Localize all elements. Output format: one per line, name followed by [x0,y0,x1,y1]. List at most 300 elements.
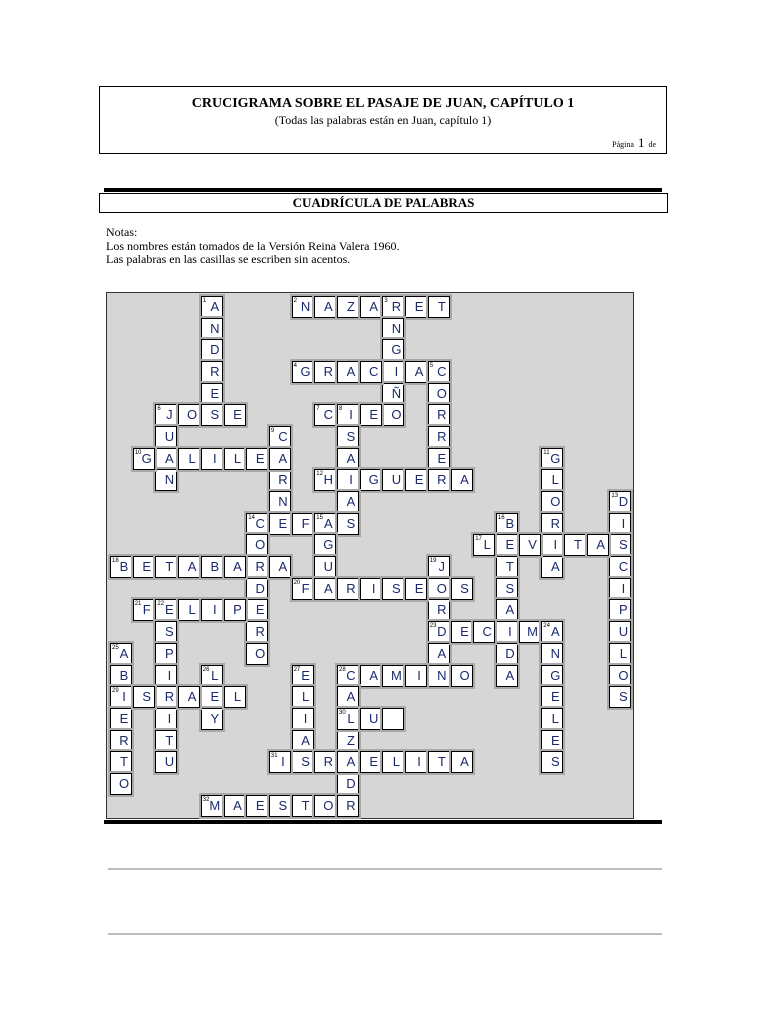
cell-letter: A [165,450,174,466]
grid-cell[interactable] [314,469,336,491]
grid-cell[interactable] [201,404,223,426]
grid-cell[interactable] [360,751,382,773]
grid-cell[interactable] [110,665,132,687]
grid-cell[interactable] [337,665,359,687]
grid-cell[interactable] [224,686,246,708]
cell-letter: H [323,472,333,488]
grid-cell[interactable] [337,404,359,426]
cell-letter: U [368,710,379,726]
cell-letter: L [347,710,355,726]
cell-letter: A [369,667,379,683]
grid-cell[interactable] [292,361,314,383]
grid-cell[interactable] [155,448,177,470]
cell-letter: I [167,667,172,683]
grid-cell[interactable] [609,686,631,708]
cell-letter: B [119,559,129,575]
grid-cell[interactable] [337,296,359,318]
notes-line-2: Las palabras en las casillas se escriben sin acentos. [106,252,351,266]
grid-cell[interactable] [541,448,563,470]
cell-letter: N [278,494,288,510]
cell-clue-number: 28 [339,666,346,673]
cell-letter: L [301,689,310,705]
grid-cell[interactable] [451,751,473,773]
grid-cell[interactable] [292,578,314,600]
grid-cell[interactable] [405,578,427,600]
grid-cell[interactable] [405,665,427,687]
grid-cell[interactable] [292,708,314,730]
cell-clue-number: 30 [339,709,346,716]
grid-cell[interactable] [541,730,563,752]
cell-letter: E [414,580,424,596]
grid-cell[interactable] [178,599,200,621]
cell-letter: R [119,732,129,748]
grid-cell[interactable] [541,621,563,643]
grid-cell[interactable] [337,795,359,817]
cell-letter: S [392,580,401,596]
cell-clue-number: 25 [112,644,119,651]
cell-letter: L [188,450,196,466]
grid-cell[interactable] [428,469,450,491]
grid-cell[interactable] [428,448,450,470]
grid-cell[interactable] [360,296,382,318]
grid-cell[interactable] [155,665,177,687]
cell-letter: M [209,797,221,813]
grid-cell[interactable] [178,404,200,426]
grid-cell[interactable] [382,296,404,318]
cell-letter: F [142,602,151,618]
grid-cell[interactable] [110,773,132,795]
grid-cell[interactable] [246,513,268,535]
grid-cell[interactable] [337,686,359,708]
page-number-label [612,135,656,151]
grid-cell[interactable] [246,556,268,578]
cell-letter: R [210,364,220,380]
section-top-rule [104,188,662,192]
grid-cell[interactable] [292,686,314,708]
cell-letter: A [119,645,129,661]
grid-cell[interactable] [314,751,336,773]
grid-cell[interactable] [292,795,314,817]
grid-cell[interactable] [609,665,631,687]
grid-cell[interactable] [155,708,177,730]
grid-cell[interactable] [337,730,359,752]
cell-letter: S [619,689,628,705]
grid-cell[interactable] [451,665,473,687]
grid-cell[interactable] [428,751,450,773]
cell-letter: P [233,602,242,618]
grid-cell[interactable] [314,513,336,535]
grid-cell[interactable] [428,665,450,687]
cell-letter: Z [347,732,355,748]
grid-cell[interactable] [201,296,223,318]
cell-clue-number: 1 [202,298,207,304]
grid-cell[interactable] [201,339,223,361]
grid-cell[interactable] [337,513,359,535]
cell-letter: D [437,624,447,640]
grid-cell[interactable] [155,643,177,665]
cell-letter: S [142,689,152,705]
cell-letter: N [437,667,447,683]
grid-cell[interactable] [246,448,268,470]
grid-cell[interactable] [337,751,359,773]
grid-cell[interactable] [541,534,563,556]
grid-cell[interactable] [382,708,404,730]
cell-letter: A [505,602,515,618]
grid-cell[interactable] [314,534,336,556]
cell-letter: E [255,602,265,618]
grid-cell[interactable] [541,686,563,708]
grid-cell[interactable] [224,795,246,817]
grid-cell[interactable] [155,599,177,621]
grid-cell[interactable] [201,361,223,383]
cell-letter: J [438,559,446,575]
grid-cell[interactable] [496,534,518,556]
grid-cell[interactable] [155,556,177,578]
grid-cell[interactable] [246,621,268,643]
cell-letter: C [368,364,379,380]
cell-letter: B [210,559,220,575]
grid-cell[interactable] [269,469,291,491]
cell-letter: O [618,667,629,683]
grid-cell[interactable] [428,404,450,426]
grid-cell[interactable] [382,318,404,340]
cell-letter: T [120,754,128,770]
cell-letter: N [391,320,402,336]
grid-cell[interactable] [473,621,495,643]
cell-clue-number: 9 [270,428,275,435]
cell-letter: R [437,602,447,618]
grid-cell[interactable] [292,296,314,318]
grid-cell[interactable] [269,513,291,535]
grid-cell[interactable] [178,556,200,578]
cell-letter: A [233,797,242,813]
cell-letter: L [619,645,627,661]
grid-cell[interactable] [428,643,450,665]
grid-cell[interactable] [201,708,223,730]
cell-letter: R [323,754,333,770]
grid-cell[interactable] [133,686,155,708]
grid-cell[interactable] [428,426,450,448]
cell-letter: P [619,602,628,618]
grid-cell[interactable] [269,795,291,817]
grid-cell[interactable] [133,448,155,470]
grid-cell[interactable] [314,296,336,318]
grid-cell[interactable] [110,730,132,752]
cell-letter: A [323,580,333,596]
cell-letter: I [621,515,626,531]
cell-letter: A [414,364,424,380]
grid-cell[interactable] [405,469,427,491]
grid-cell[interactable] [155,621,177,643]
cell-letter: L [483,537,491,553]
cell-letter: I [417,667,421,683]
grid-cell[interactable] [496,556,518,578]
grid-cell[interactable] [382,751,404,773]
grid-cell[interactable] [382,339,404,361]
grid-cell[interactable] [201,665,223,687]
grid-cell[interactable] [246,534,268,556]
cell-letter: Z [347,299,355,314]
cell-letter: R [164,689,175,705]
cell-letter: T [165,732,174,748]
grid-cell[interactable] [314,795,336,817]
grid-cell[interactable] [496,643,518,665]
cell-letter: S [346,515,356,531]
grid-cell[interactable] [609,513,631,535]
grid-cell[interactable] [201,795,223,817]
grid-cell[interactable] [314,556,336,578]
grid-cell[interactable] [224,556,246,578]
cell-letter: E [255,450,265,466]
grid-cell[interactable] [609,534,631,556]
grid-cell[interactable] [473,534,495,556]
cell-letter: L [233,450,242,466]
grid-cell[interactable] [541,751,563,773]
cell-letter: U [164,429,175,445]
grid-cell[interactable] [155,686,177,708]
grid-cell[interactable] [337,448,359,470]
grid-cell[interactable] [428,296,450,318]
cell-letter: B [119,667,129,683]
grid-cell[interactable] [405,751,427,773]
grid-cell[interactable] [519,621,541,643]
cell-letter: D [210,342,220,358]
cell-letter: E [550,732,560,748]
grid-cell[interactable] [609,643,631,665]
grid-cell[interactable] [496,621,518,643]
cell-letter: C [437,364,447,380]
cell-letter: A [460,754,469,770]
cell-letter: A [278,450,288,466]
cell-clue-number: 19 [429,558,437,565]
cell-letter: E [165,602,174,618]
grid-cell[interactable] [360,361,382,383]
grid-cell[interactable] [609,621,631,643]
cell-clue-number: 27 [293,666,301,673]
grid-cell[interactable] [428,599,450,621]
grid-cell[interactable] [269,491,291,513]
grid-cell[interactable] [428,556,450,578]
grid-cell[interactable] [133,599,155,621]
grid-cell[interactable] [246,643,268,665]
cell-letter: S [505,580,515,596]
grid-cell[interactable] [155,469,177,491]
grid-cell[interactable] [224,404,246,426]
grid-cell[interactable] [314,578,336,600]
grid-cell[interactable] [269,448,291,470]
cell-letter: S [210,407,220,423]
cell-clue-number: 17 [475,536,482,543]
grid-cell[interactable] [360,578,382,600]
cell-clue-number: 15 [316,514,323,521]
grid-cell[interactable] [541,469,563,491]
cell-letter: A [505,667,515,683]
grid-cell[interactable] [269,751,291,773]
cell-letter: I [394,364,399,380]
grid-cell[interactable] [224,599,246,621]
cell-clue-number: 14 [248,514,255,521]
cell-letter: E [233,407,242,423]
cell-letter: A [460,472,469,488]
grid-cell[interactable] [337,491,359,513]
cell-letter: N [550,645,560,661]
grid-cell[interactable] [541,491,563,513]
grid-cell[interactable] [133,556,155,578]
grid-cell[interactable] [337,578,359,600]
cell-letter: I [281,754,285,770]
grid-cell[interactable] [201,686,223,708]
cell-letter: L [211,667,219,683]
cell-letter: R [437,429,447,445]
cell-letter: S [301,754,310,770]
grid-cell[interactable] [609,491,631,513]
cell-clue-number: 11 [543,449,550,456]
grid-cell[interactable] [155,751,177,773]
cell-letter: E [210,689,220,705]
grid-cell[interactable] [360,708,382,730]
grid-cell[interactable] [155,404,177,426]
grid-cell[interactable] [541,643,563,665]
grid-cell[interactable] [382,578,404,600]
grid-cell[interactable] [496,599,518,621]
grid-cell[interactable] [110,686,132,708]
grid-cell[interactable] [428,361,450,383]
cell-letter: I [349,407,353,423]
grid-cell[interactable] [496,665,518,687]
grid-cell[interactable] [110,708,132,730]
cell-clue-number: 18 [112,558,119,565]
grid-cell[interactable] [155,730,177,752]
grid-cell[interactable] [496,578,518,600]
grid-cell[interactable] [201,556,223,578]
grid-cell[interactable] [201,599,223,621]
grid-cell[interactable] [337,361,359,383]
grid-cell[interactable] [292,730,314,752]
grid-cell[interactable] [382,383,404,405]
grid-cell[interactable] [337,708,359,730]
grid-cell[interactable] [246,795,268,817]
cell-letter: O [436,385,447,401]
grid-cell[interactable] [382,404,404,426]
grid-cell[interactable] [201,448,223,470]
grid-cell[interactable] [110,556,132,578]
grid-cell[interactable] [541,708,563,730]
grid-cell[interactable] [292,751,314,773]
grid-cell[interactable] [405,296,427,318]
grid-cell[interactable] [201,383,223,405]
grid-cell[interactable] [110,751,132,773]
grid-cell[interactable] [224,448,246,470]
grid-cell[interactable] [609,599,631,621]
grid-cell[interactable] [382,469,404,491]
cell-letter: N [164,472,175,488]
grid-cell[interactable] [314,361,336,383]
grid-cell[interactable] [405,361,427,383]
cell-letter: O [323,797,334,813]
cell-letter: S [550,754,560,770]
cell-letter: D [505,645,515,661]
grid-cell[interactable] [564,534,586,556]
grid-cell[interactable] [337,469,359,491]
cell-clue-number: 24 [543,623,550,630]
cell-clue-number: 12 [316,471,323,478]
grid-cell[interactable] [178,686,200,708]
grid-cell[interactable] [382,361,404,383]
grid-cell[interactable] [314,404,336,426]
grid-cell[interactable] [269,556,291,578]
grid-cell[interactable] [201,318,223,340]
grid-cell[interactable] [541,513,563,535]
grid-cell[interactable] [541,665,563,687]
grid-cell[interactable] [451,621,473,643]
grid-cell[interactable] [246,578,268,600]
cell-letter: O [550,494,561,510]
grid-cell[interactable] [292,665,314,687]
grid-cell[interactable] [609,556,631,578]
grid-cell[interactable] [292,513,314,535]
grid-cell[interactable] [428,383,450,405]
grid-cell[interactable] [337,773,359,795]
cell-clue-number: 6 [157,406,161,413]
cell-letter: R [278,472,288,488]
answer-line-2 [108,933,662,935]
cell-letter: C [255,515,265,531]
cell-letter: I [212,450,217,466]
grid-cell[interactable] [382,665,404,687]
cell-letter: E [414,299,424,314]
cell-letter: C [482,624,492,640]
cell-letter: A [550,559,560,575]
grid-cell[interactable] [269,426,291,448]
grid-cell[interactable] [587,534,609,556]
grid-cell[interactable] [541,556,563,578]
cell-letter: D [618,494,629,510]
grid-cell[interactable] [337,426,359,448]
grid-cell[interactable] [428,578,450,600]
grid-cell[interactable] [451,578,473,600]
grid-cell[interactable] [360,665,382,687]
cell-letter: O [255,537,266,553]
cell-letter: S [165,624,174,640]
cell-letter: I [371,580,376,596]
cell-letter: A [596,537,606,553]
cell-letter: N [300,299,311,314]
grid-cell[interactable] [360,404,382,426]
grid-cell[interactable] [496,513,518,535]
grid-cell[interactable] [110,643,132,665]
page-prefix: Página [612,140,634,149]
cell-letter: I [303,710,308,726]
cell-letter: E [142,559,152,575]
grid-cell[interactable] [178,448,200,470]
grid-cell[interactable] [155,426,177,448]
grid-cell[interactable] [428,621,450,643]
cell-letter: S [619,537,628,553]
cell-letter: I [167,710,172,726]
cell-letter: U [618,624,629,640]
grid-cell[interactable] [360,469,382,491]
grid-cell[interactable] [519,534,541,556]
cell-letter: I [349,472,353,488]
cell-letter: G [550,667,561,683]
cell-letter: V [528,537,537,553]
grid-cell[interactable] [246,599,268,621]
cell-letter: E [255,797,265,813]
grid-cell[interactable] [609,578,631,600]
cell-letter: A [323,299,333,314]
cell-letter: T [437,754,446,770]
grid-cell[interactable] [451,469,473,491]
